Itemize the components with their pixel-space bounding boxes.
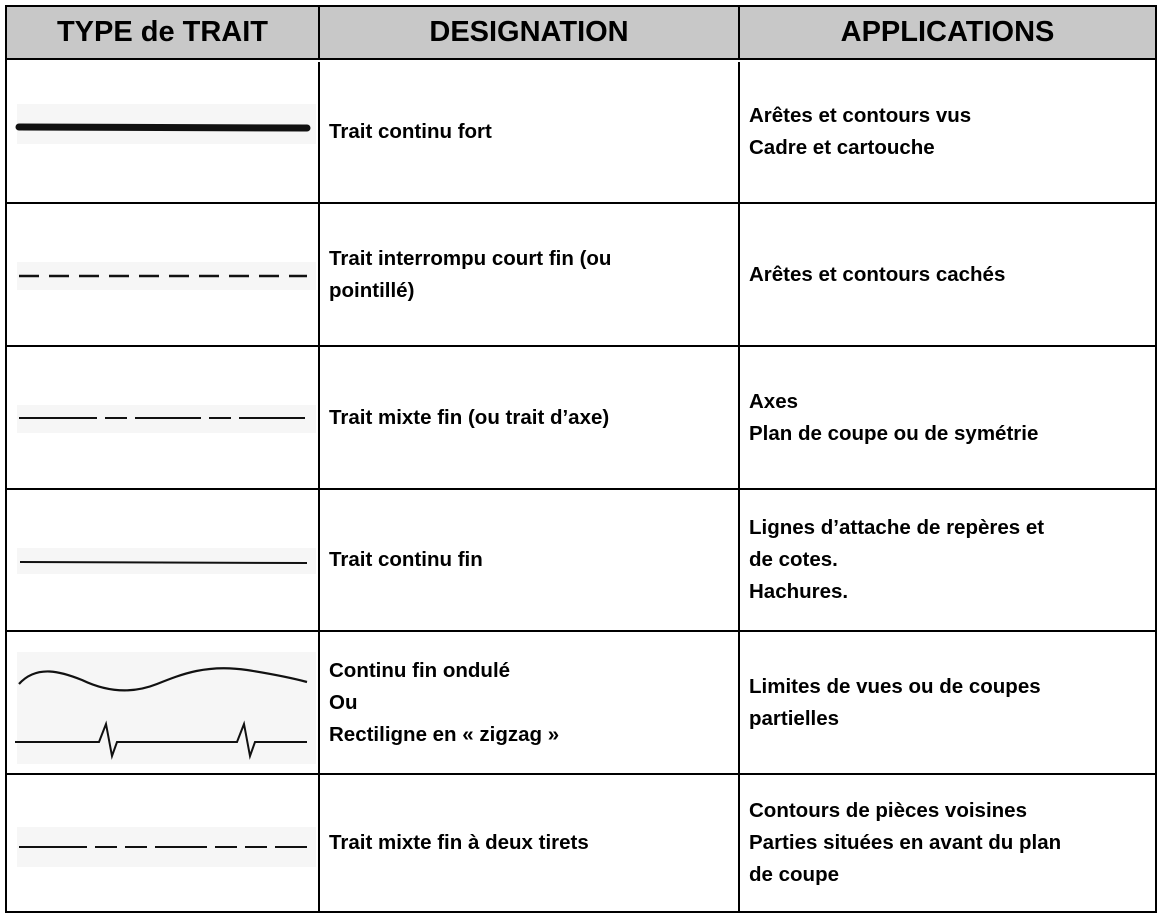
header-applications: APPLICATIONS — [738, 7, 1155, 58]
applications-cell — [738, 62, 1155, 202]
designation-line: Trait continu fin — [329, 548, 483, 571]
application-line: Contours de pièces voisines — [749, 799, 1027, 822]
header-designation: DESIGNATION — [318, 7, 738, 58]
table-row — [7, 490, 1155, 632]
designation-line: Trait continu fort — [329, 120, 492, 143]
table-row — [7, 632, 1155, 775]
designation-line: Trait mixte fin (ou trait d’axe) — [329, 405, 610, 429]
table-header — [7, 7, 1155, 60]
applications-cell — [738, 490, 1155, 630]
line-types-table — [5, 5, 1157, 913]
applications-cell — [738, 632, 1155, 773]
application-line: Limites de vues ou de coupes — [749, 674, 1041, 698]
application-line: de coupe — [749, 863, 839, 886]
applications-cell — [738, 775, 1155, 911]
table-row — [7, 347, 1155, 490]
application-line: Hachures. — [749, 580, 849, 603]
application-line: Cadre et cartouche — [749, 136, 935, 159]
line-sample-dashed — [7, 204, 318, 345]
designation-line: Trait interrompu court fin (ou — [329, 246, 612, 270]
designation-line: pointillé) — [329, 278, 415, 302]
designation-cell — [318, 204, 738, 345]
application-line: Plan de coupe ou de symétrie — [749, 421, 1039, 445]
designation-cell — [318, 775, 738, 911]
applications-cell — [738, 204, 1155, 345]
applications-cell — [738, 347, 1155, 488]
application-line: de cotes. — [749, 548, 838, 571]
line-sample-thin-continuous — [7, 490, 318, 630]
table-row — [7, 204, 1155, 347]
designation-cell — [318, 347, 738, 488]
header-type: TYPE de TRAIT — [56, 16, 269, 48]
application-line: partielles — [749, 706, 840, 730]
designation-cell — [318, 62, 738, 202]
line-sample-thick-continuous — [7, 62, 318, 202]
designation-cell — [318, 632, 738, 773]
line-sample-wavy-zigzag — [7, 632, 318, 773]
application-line: Arêtes et contours cachés — [749, 262, 1006, 286]
designation-line: Trait mixte fin à deux tirets — [329, 831, 589, 854]
application-line: Lignes d’attache de repères et — [749, 516, 1045, 539]
line-sample-double-dash — [7, 775, 318, 911]
designation-line: Rectiligne en « zigzag » — [329, 722, 560, 746]
table-row — [7, 775, 1155, 911]
designation-line: Continu fin ondulé — [329, 658, 511, 682]
application-line: Axes — [749, 389, 799, 413]
designation-cell — [318, 490, 738, 630]
table-row — [7, 62, 1155, 204]
application-line: Arêtes et contours vus — [749, 104, 972, 127]
line-sample-dash-dot — [7, 347, 318, 488]
application-line: Parties situées en avant du plan — [749, 831, 1062, 854]
designation-line: Ou — [329, 690, 358, 714]
